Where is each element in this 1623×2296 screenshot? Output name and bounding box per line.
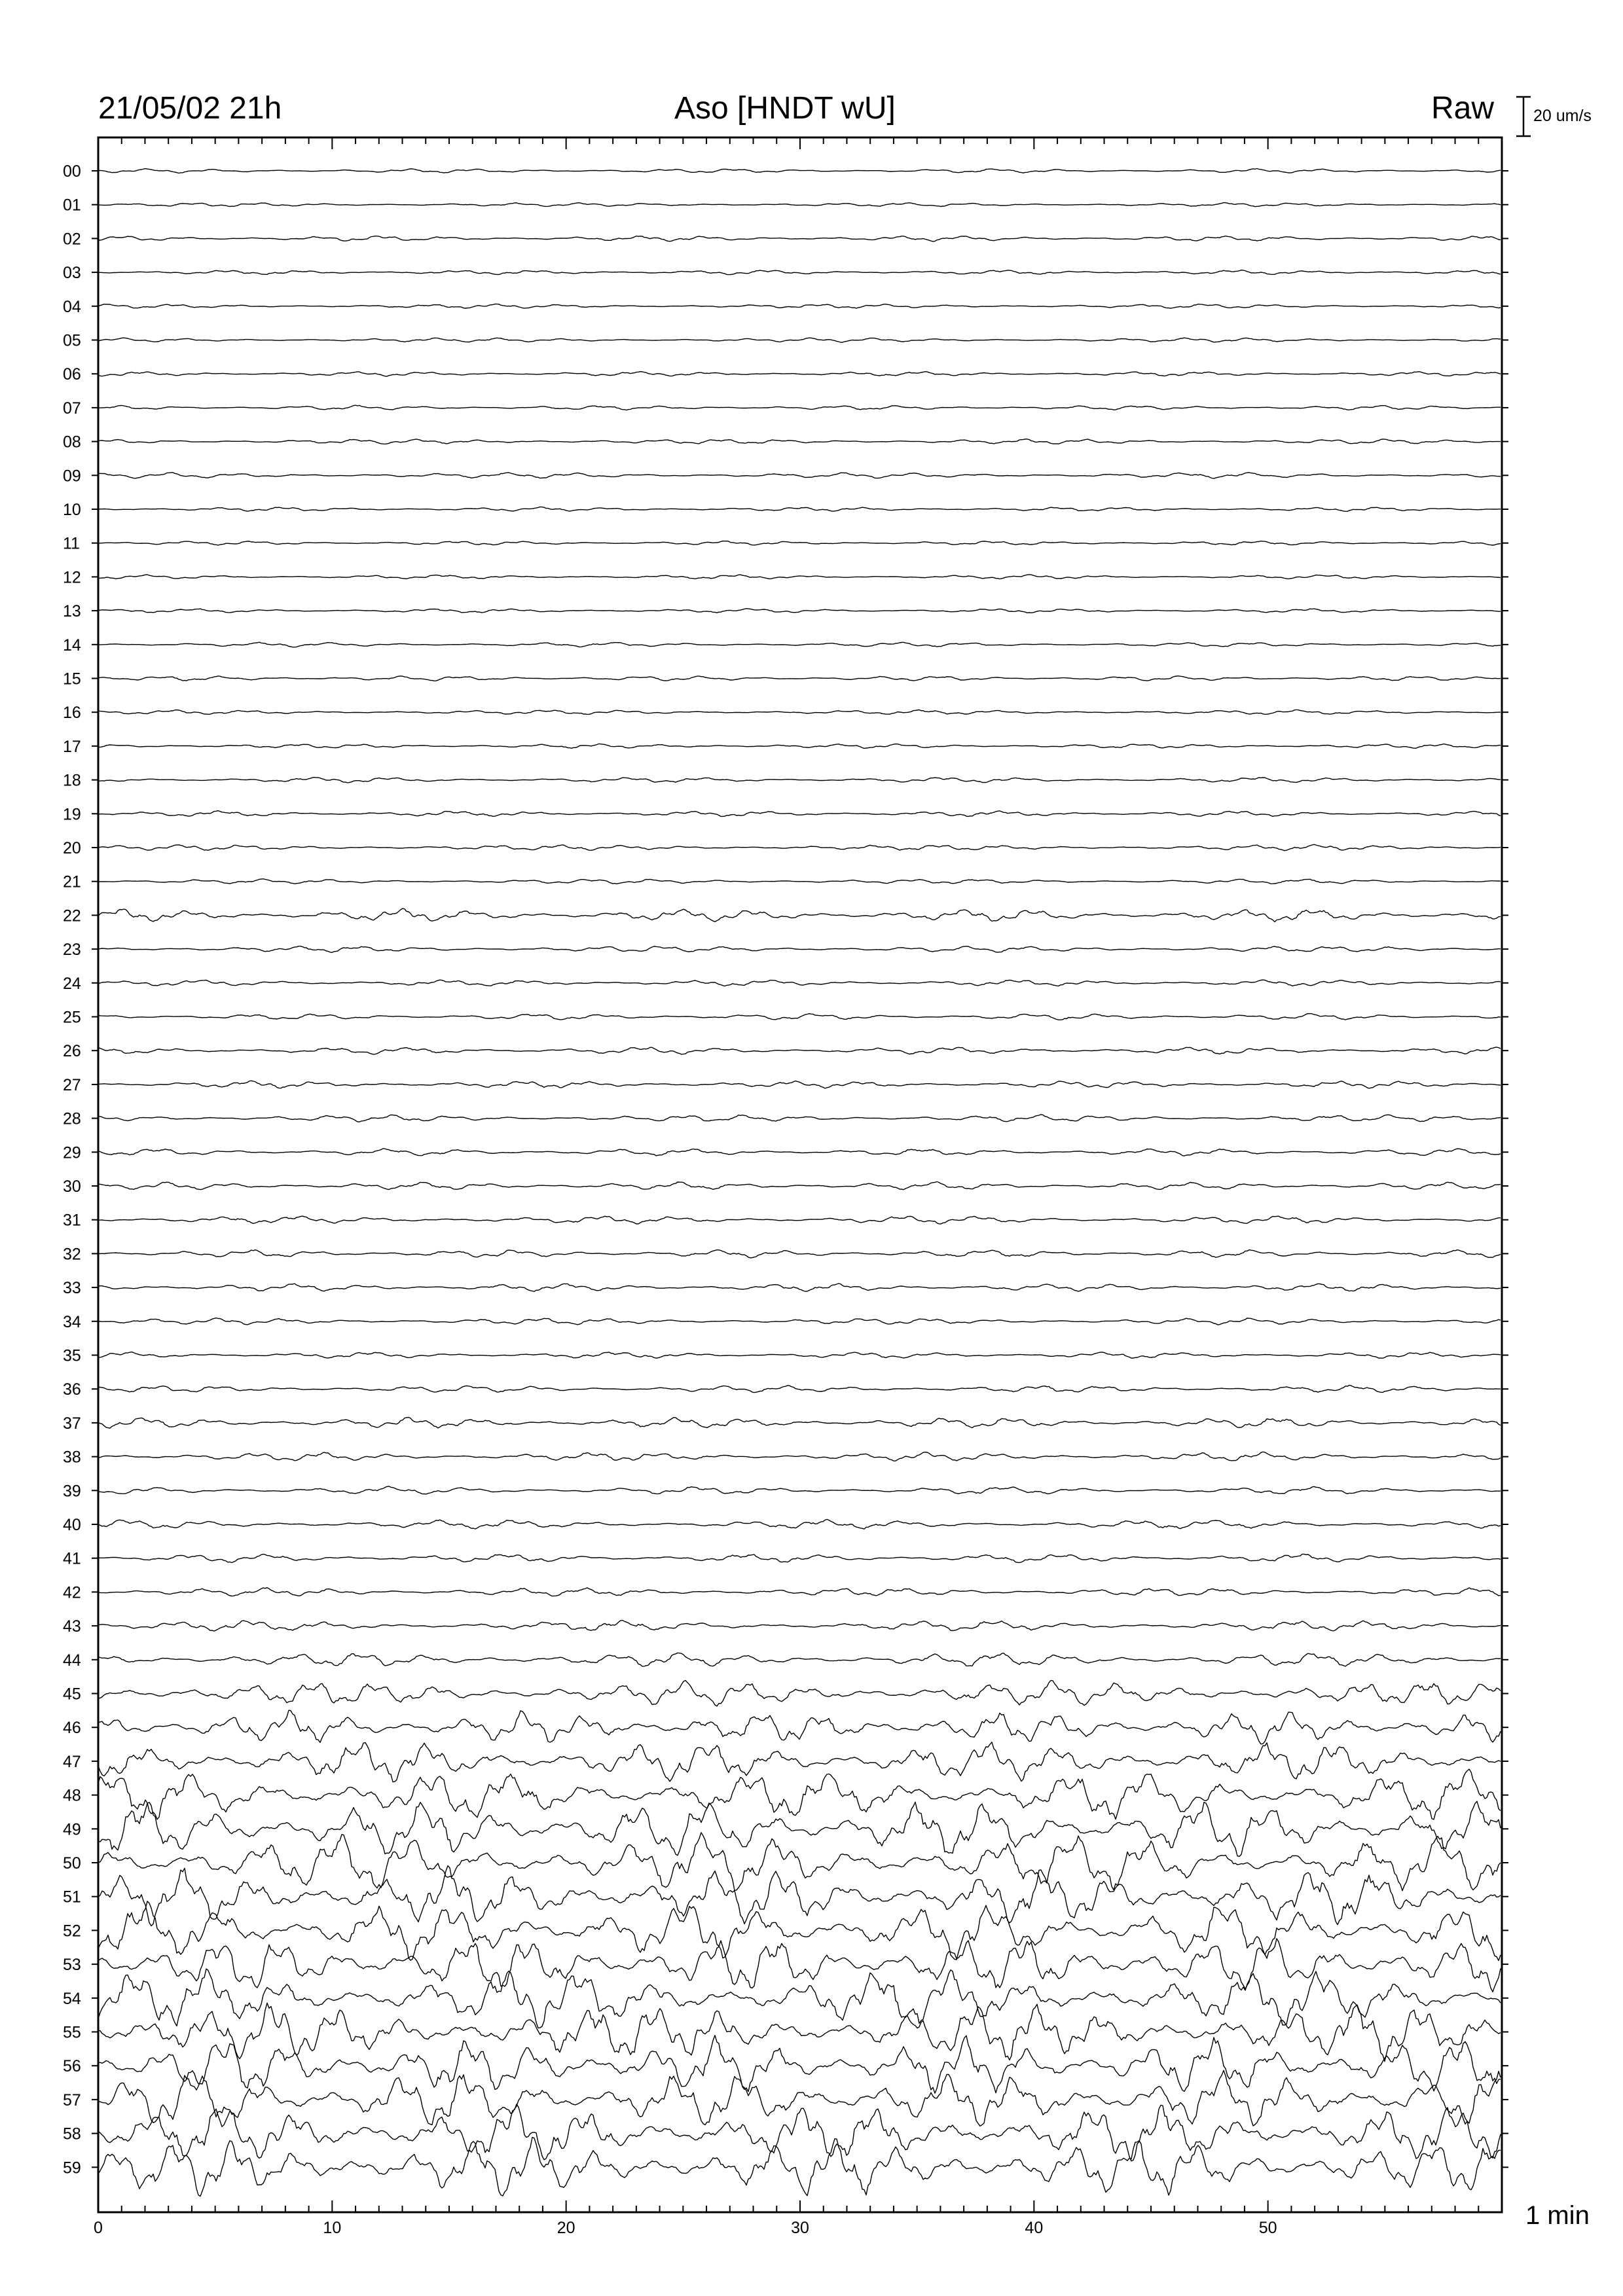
station-title: Aso [HNDT wU] <box>674 91 896 126</box>
row-label: 42 <box>63 1583 81 1602</box>
row-label: 54 <box>63 1989 81 2008</box>
row-label: 48 <box>63 1786 81 1805</box>
x-axis-unit-label: 1 min <box>1525 2201 1590 2230</box>
row-label: 10 <box>63 501 81 519</box>
row-label: 07 <box>63 399 81 418</box>
row-label: 20 <box>63 839 81 857</box>
seismic-trace <box>98 270 1501 275</box>
row-label: 01 <box>63 196 81 215</box>
seismic-trace <box>98 811 1501 817</box>
seismic-trace <box>98 1742 1501 1782</box>
seismic-trace <box>98 908 1501 922</box>
row-label: 47 <box>63 1752 81 1771</box>
date-label: 21/05/02 21h <box>98 91 282 126</box>
row-label: 32 <box>63 1245 81 1264</box>
row-label: 17 <box>63 737 81 756</box>
seismic-trace <box>98 1554 1501 1563</box>
seismic-trace <box>98 609 1501 613</box>
seismic-trace <box>98 439 1501 444</box>
row-label: 46 <box>63 1719 81 1738</box>
seismic-trace <box>98 1216 1501 1224</box>
seismic-trace <box>98 236 1501 242</box>
seismic-trace <box>98 1486 1501 1494</box>
row-label: 55 <box>63 2023 81 2042</box>
x-tick-label: 10 <box>323 2219 342 2237</box>
row-label: 52 <box>63 1922 81 1941</box>
seismic-trace <box>98 1833 1501 1891</box>
x-tick-label: 0 <box>94 2219 103 2237</box>
row-label: 24 <box>63 974 81 993</box>
seismic-trace <box>98 1318 1501 1325</box>
seismic-trace <box>98 1418 1501 1429</box>
seismic-trace <box>98 541 1501 545</box>
x-tick-label: 30 <box>791 2219 809 2237</box>
seismic-trace <box>98 1866 1501 1926</box>
row-label: 40 <box>63 1516 81 1534</box>
seismic-trace <box>98 1115 1501 1122</box>
seismic-trace <box>98 980 1501 986</box>
row-label: 18 <box>63 771 81 790</box>
row-label: 03 <box>63 264 81 283</box>
row-label: 28 <box>63 1109 81 1128</box>
seismic-trace <box>98 1901 1501 1961</box>
seismic-trace <box>98 844 1501 850</box>
seismic-trace <box>98 1588 1501 1596</box>
amplitude-scale-label: 20 um/s <box>1533 107 1592 125</box>
row-label: 30 <box>63 1177 81 1196</box>
row-label: 33 <box>63 1279 81 1298</box>
row-label: 53 <box>63 1956 81 1975</box>
row-label: 04 <box>63 297 81 316</box>
row-label: 21 <box>63 872 81 891</box>
seismic-trace <box>98 1939 1501 1992</box>
row-label: 16 <box>63 704 81 723</box>
row-label: 00 <box>63 162 81 181</box>
seismic-trace <box>98 575 1501 579</box>
row-label: 35 <box>63 1346 81 1365</box>
seismic-trace <box>98 778 1501 783</box>
row-label: 08 <box>63 433 81 452</box>
row-label: 25 <box>63 1008 81 1027</box>
seismic-trace <box>98 405 1501 410</box>
x-tick-label: 20 <box>556 2219 575 2237</box>
seismic-trace <box>98 879 1501 884</box>
row-label: 06 <box>63 365 81 384</box>
row-label: 34 <box>63 1312 81 1331</box>
row-label: 05 <box>63 331 81 350</box>
seismic-trace <box>98 304 1501 309</box>
seismic-trace <box>98 1710 1501 1744</box>
row-label: 13 <box>63 602 81 621</box>
row-label: 02 <box>63 230 81 249</box>
seismic-trace <box>98 2138 1501 2197</box>
seismic-trace <box>98 676 1501 681</box>
seismic-trace <box>98 1452 1501 1461</box>
seismic-trace <box>98 372 1501 376</box>
row-label: 27 <box>63 1075 81 1094</box>
row-label: 51 <box>63 1888 81 1907</box>
row-label: 41 <box>63 1549 81 1568</box>
seismic-trace <box>98 203 1501 207</box>
row-label: 50 <box>63 1854 81 1873</box>
row-label: 56 <box>63 2057 81 2076</box>
row-label: 59 <box>63 2159 81 2178</box>
row-label: 38 <box>63 1448 81 1467</box>
row-label: 12 <box>63 568 81 587</box>
seismic-trace <box>98 1250 1501 1258</box>
row-label: 14 <box>63 636 81 655</box>
x-tick-label: 40 <box>1025 2219 1044 2237</box>
row-label: 09 <box>63 467 81 486</box>
row-label: 11 <box>63 534 80 553</box>
x-tick-label: 50 <box>1258 2219 1277 2237</box>
seismic-trace <box>98 2104 1501 2161</box>
row-label: 57 <box>63 2090 81 2109</box>
seismic-trace <box>98 1519 1501 1529</box>
row-label: 43 <box>63 1617 81 1636</box>
seismic-trace <box>98 473 1501 478</box>
seismic-trace <box>98 1182 1501 1190</box>
row-label: 49 <box>63 1820 81 1839</box>
seismic-trace <box>98 946 1501 953</box>
seismic-trace <box>98 2003 1501 2061</box>
row-label: 23 <box>63 941 81 960</box>
row-label: 15 <box>63 670 81 689</box>
seismic-trace <box>98 507 1501 511</box>
row-label: 26 <box>63 1042 81 1061</box>
seismic-trace <box>98 1352 1501 1358</box>
seismic-trace <box>98 1801 1501 1856</box>
row-label: 22 <box>63 906 81 925</box>
seismic-trace <box>98 744 1501 748</box>
row-label: 58 <box>63 2125 81 2144</box>
seismic-trace <box>98 709 1501 714</box>
seismic-trace <box>98 1385 1501 1392</box>
row-label: 44 <box>63 1651 81 1670</box>
seismic-trace <box>98 1014 1501 1020</box>
row-label: 19 <box>63 805 81 824</box>
mode-label: Raw <box>1431 91 1495 126</box>
row-label: 39 <box>63 1482 81 1501</box>
seismic-trace <box>98 169 1501 173</box>
row-label: 29 <box>63 1143 81 1162</box>
seismic-trace <box>98 1149 1501 1156</box>
seismic-trace <box>98 1081 1501 1088</box>
seismic-trace <box>98 2070 1501 2126</box>
seismic-trace <box>98 1283 1501 1291</box>
seismic-trace <box>98 642 1501 647</box>
seismic-trace <box>98 1621 1501 1631</box>
seismic-trace <box>98 1653 1501 1666</box>
seismic-trace <box>98 1681 1501 1706</box>
seismic-trace <box>98 1047 1501 1054</box>
row-label: 37 <box>63 1414 81 1433</box>
row-label: 36 <box>63 1380 81 1399</box>
seismic-trace <box>98 1769 1501 1820</box>
row-label: 45 <box>63 1685 81 1704</box>
row-label: 31 <box>63 1211 81 1230</box>
scale-bar <box>1516 97 1531 136</box>
seismic-trace <box>98 338 1501 342</box>
